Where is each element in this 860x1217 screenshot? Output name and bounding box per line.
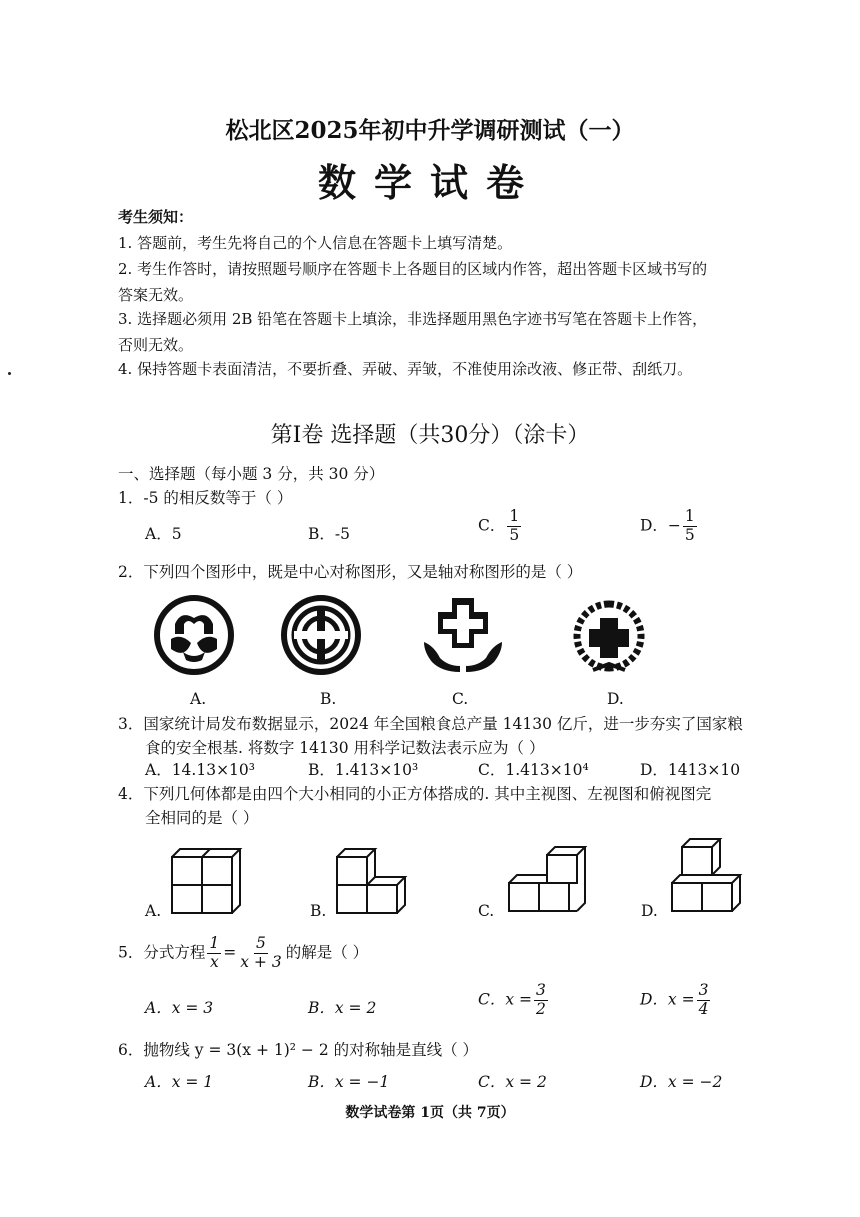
q2-option-d: D. xyxy=(607,690,624,708)
q2-option-c: C. xyxy=(452,690,469,708)
q5-option-a: A．x = 3 xyxy=(145,999,214,1017)
q4-stem-line1: 4．下列几何体都是由四个大小相同的小正方体搭成的. 其中主视图、左视图和俯视图完 xyxy=(118,785,712,803)
fraction-denominator: x + 3 xyxy=(240,952,282,971)
equals-sign: = xyxy=(223,943,237,962)
q3-option-b: B．1.413×10³ xyxy=(308,761,419,779)
fraction-denominator: 4 xyxy=(698,999,709,1018)
notice-item: 答案无效。 xyxy=(118,286,194,304)
q4-stem-line2: 全相同的是（ ） xyxy=(145,809,259,827)
q5-option-d xyxy=(640,982,712,1019)
q4-option-c: C. xyxy=(478,902,495,920)
q3-option-d: D．1413×10 xyxy=(640,761,741,779)
notice-item: 否则无效。 xyxy=(118,336,194,354)
fraction-numerator: 1 xyxy=(509,507,520,525)
womens-federation-emblem-icon xyxy=(153,594,235,676)
notice-item: 1. 答题前，考生先将自己的个人信息在答题卡上填写清楚。 xyxy=(118,234,513,252)
q1-option-b: B．-5 xyxy=(308,525,350,543)
q3-option-a: A．14.13×10³ xyxy=(145,761,255,779)
fraction-numerator: 1 xyxy=(684,507,695,525)
cube-figure-d-icon xyxy=(668,835,748,917)
q1-option-a: A．5 xyxy=(145,525,182,543)
cross-in-hands-icon xyxy=(420,592,506,678)
q6-stem: 6．抛物线 y = 3(x + 1)² − 2 的对称轴是直线（ ） xyxy=(118,1041,479,1059)
concentric-circle-emblem-icon xyxy=(280,594,362,676)
fraction-denominator: 2 xyxy=(536,999,546,1018)
q6-option-c: C．x = 2 xyxy=(478,1073,547,1091)
fraction-denominator: 5 xyxy=(509,525,520,544)
q5-option-b: B．x = 2 xyxy=(308,999,377,1017)
q4-option-d: D. xyxy=(641,902,658,920)
q4-option-a: A. xyxy=(145,902,162,920)
fraction-numerator: 3 xyxy=(698,981,709,999)
exam-title: 松北区2025年初中升学调研测试（一） xyxy=(225,117,635,144)
q1-option-d xyxy=(640,508,699,545)
q6-option-b: B．x = −1 xyxy=(308,1073,390,1091)
notice-heading: 考生须知： xyxy=(118,208,194,226)
q4-option-b: B. xyxy=(310,902,327,920)
q5-option-c xyxy=(478,982,550,1019)
cube-figure-a-icon xyxy=(168,845,244,917)
q6-option-d: D．x = −2 xyxy=(640,1073,723,1091)
option-label: C．x = xyxy=(478,990,533,1009)
q1-stem: 1．-5 的相反数等于（ ） xyxy=(118,489,293,507)
fraction-denominator: x xyxy=(209,952,219,971)
option-label: D．x = xyxy=(640,990,695,1009)
fraction-numerator: 1 xyxy=(209,934,220,952)
notice-item: 2. 考生作答时，请按照题号顺序在答题卡上各题目的区域内作答，超出答题卡区域书写的 xyxy=(118,260,708,278)
q6-option-a: A．x = 1 xyxy=(145,1073,214,1091)
q5-prefix: 5．分式方程 xyxy=(118,943,206,962)
scan-speck xyxy=(8,372,11,375)
fraction-numerator: 3 xyxy=(536,981,546,999)
q1-option-c xyxy=(478,508,523,545)
option-label: C． xyxy=(478,516,506,535)
q3-option-c: C．1.413×10⁴ xyxy=(478,761,589,779)
page-footer: 数学试卷第 1页（共 7页） xyxy=(345,1105,515,1121)
q3-stem-line1: 3．国家统计局发布数据显示，2024 年全国粮食总产量 14130 亿斤，进一步夯实了国家粮 xyxy=(118,715,743,733)
option-label: D．− xyxy=(640,516,681,535)
section-title: 第Ⅰ卷 选择题（共30分）（涂卡） xyxy=(270,423,590,448)
exam-subtitle: 数学试卷 xyxy=(317,160,542,205)
q2-stem: 2．下列四个图形中，既是中心对称图形，又是轴对称图形的是（ ） xyxy=(118,563,583,581)
q3-stem-line2: 食的安全根基. 将数字 14130 用科学记数法表示应为（ ） xyxy=(145,739,545,757)
part-heading: 一、选择题（每小题 3 分，共 30 分） xyxy=(118,465,385,483)
red-cross-wreath-icon xyxy=(565,592,653,680)
q2-option-a: A. xyxy=(190,690,207,708)
q2-option-b: B. xyxy=(320,690,337,708)
q5-stem xyxy=(118,935,368,972)
cube-figure-b-icon xyxy=(333,845,409,917)
notice-item: 4. 保持答题卡表面清洁，不要折叠、弄破、弄皱，不准使用涂改液、修正带、刮纸刀。 xyxy=(118,360,693,378)
cube-figure-c-icon xyxy=(505,835,615,917)
notice-item: 3. 选择题必须用 2B 铅笔在答题卡上填涂，非选择题用黑色字迹书写笔在答题卡上作答， xyxy=(118,310,708,328)
q5-suffix: 的解是（ ） xyxy=(285,943,369,962)
fraction-denominator: 5 xyxy=(684,525,695,544)
fraction-numerator: 5 xyxy=(256,934,266,952)
